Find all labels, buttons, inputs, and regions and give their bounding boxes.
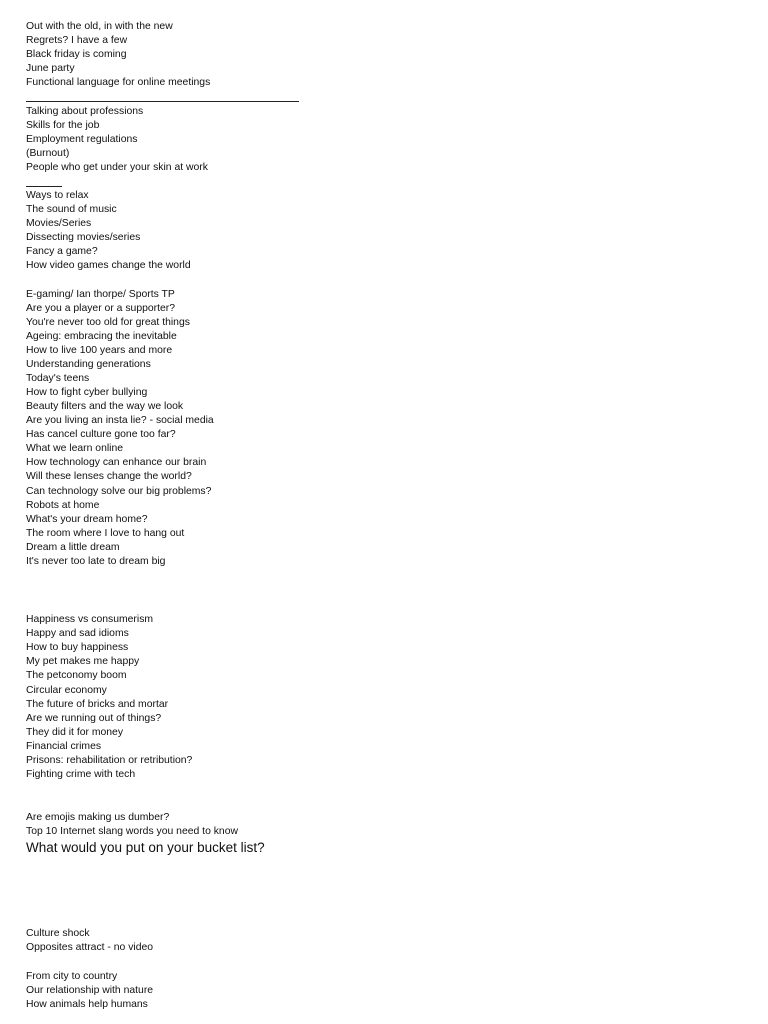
topic-line: Ageing: embracing the inevitable bbox=[26, 331, 177, 342]
topic-line: Ways to relax bbox=[26, 190, 89, 201]
topic-line: They did it for money bbox=[26, 727, 124, 738]
topic-line: How animals help humans bbox=[26, 999, 148, 1010]
topic-line: Employment regulations bbox=[26, 134, 138, 145]
topic-line: Beauty filters and the way we look bbox=[26, 401, 184, 412]
topic-line: You're never too old for great things bbox=[26, 317, 190, 328]
topic-line: Financial crimes bbox=[26, 741, 102, 752]
topic-line: Culture shock bbox=[26, 928, 90, 939]
topic-line: Robots at home bbox=[26, 500, 100, 511]
topic-line: Fancy a game? bbox=[26, 246, 98, 257]
topic-line: Understanding generations bbox=[26, 359, 151, 370]
topic-line: Are you living an insta lie? - social media bbox=[26, 415, 214, 426]
topic-line: How to buy happiness bbox=[26, 642, 129, 653]
topic-line: Dissecting movies/series bbox=[26, 232, 141, 243]
topic-line: What we learn online bbox=[26, 443, 124, 454]
topic-line: From city to country bbox=[26, 971, 118, 982]
topic-line: Talking about professions bbox=[26, 106, 144, 117]
topic-line: Are emojis making us dumber? bbox=[26, 812, 170, 823]
topic-line: The sound of music bbox=[26, 204, 117, 215]
topic-line: Black friday is coming bbox=[26, 49, 127, 60]
divider-short bbox=[26, 186, 62, 187]
topic-line: It's never too late to dream big bbox=[26, 556, 166, 567]
topic-line: Skills for the job bbox=[26, 120, 100, 131]
topic-line: Functional language for online meetings bbox=[26, 77, 211, 88]
divider-line bbox=[26, 101, 299, 102]
topic-line: Dream a little dream bbox=[26, 542, 120, 553]
topic-line: What's your dream home? bbox=[26, 514, 148, 525]
topic-line: June party bbox=[26, 63, 75, 74]
topic-line: How video games change the world bbox=[26, 260, 191, 271]
topic-line: Movies/Series bbox=[26, 218, 92, 229]
topic-line: Today's teens bbox=[26, 373, 90, 384]
topic-line: The room where I love to hang out bbox=[26, 528, 185, 539]
topic-line: Can technology solve our big problems? bbox=[26, 486, 212, 497]
topic-line-large: What would you put on your bucket list? bbox=[26, 840, 265, 855]
topic-line: The petconomy boom bbox=[26, 670, 127, 681]
topic-line: Fighting crime with tech bbox=[26, 769, 136, 780]
topic-line: E-gaming/ Ian thorpe/ Sports TP bbox=[26, 289, 175, 300]
topic-line: Top 10 Internet slang words you need to know bbox=[26, 826, 238, 837]
topic-line: How to live 100 years and more bbox=[26, 345, 173, 356]
topic-line: How technology can enhance our brain bbox=[26, 457, 207, 468]
topic-line: Opposites attract - no video bbox=[26, 942, 154, 953]
topic-line: Prisons: rehabilitation or retribution? bbox=[26, 755, 193, 766]
topic-line: Circular economy bbox=[26, 685, 107, 696]
topic-line: Happiness vs consumerism bbox=[26, 614, 154, 625]
topic-line: (Burnout) bbox=[26, 148, 70, 159]
topic-line: Our relationship with nature bbox=[26, 985, 154, 996]
topic-line: Will these lenses change the world? bbox=[26, 471, 192, 482]
topic-line: Are we running out of things? bbox=[26, 713, 162, 724]
topic-line: Out with the old, in with the new bbox=[26, 21, 173, 32]
topic-line: Happy and sad idioms bbox=[26, 628, 129, 639]
topic-line: The future of bricks and mortar bbox=[26, 699, 169, 710]
topic-line: My pet makes me happy bbox=[26, 656, 140, 667]
topic-line: How to fight cyber bullying bbox=[26, 387, 148, 398]
topic-line: Are you a player or a supporter? bbox=[26, 303, 176, 314]
topic-line: People who get under your skin at work bbox=[26, 162, 208, 173]
topic-line: Has cancel culture gone too far? bbox=[26, 429, 176, 440]
topic-line: Regrets? I have a few bbox=[26, 35, 128, 46]
